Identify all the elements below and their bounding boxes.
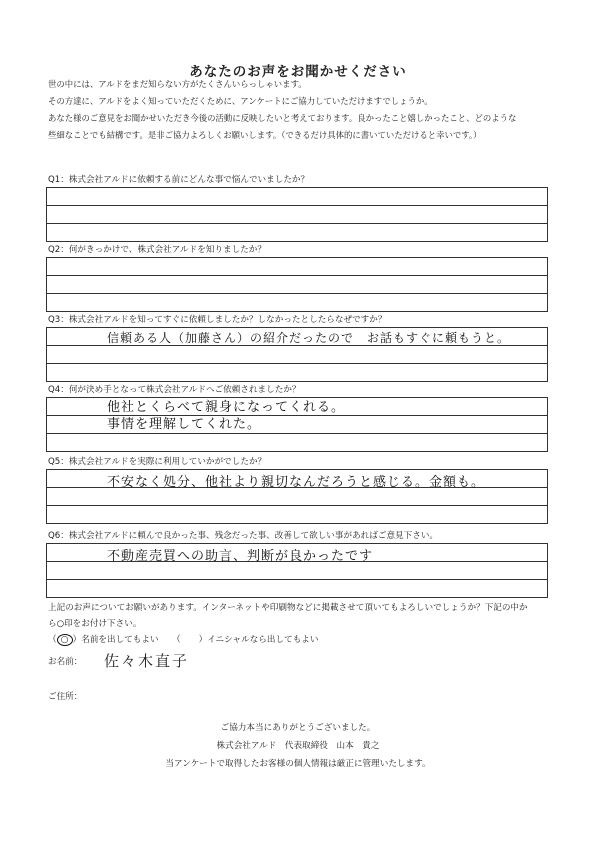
question-6-answer-box[interactable] <box>46 543 548 598</box>
question-6-answer: 不動産売買への助言、判断が良かったです <box>107 549 374 564</box>
question-4-answer: 他社とくらべて親身になってくれる。 事情を理解してくれた。 <box>107 400 346 432</box>
option-initial-checkbox[interactable]: （ ） <box>172 635 208 645</box>
option-name-checkbox[interactable]: （ ○ ） <box>48 635 82 645</box>
question-3-label: Q3：株式会社アルドを知ってすぐに依頼しましたか？しなかったとしたらなぜですか？ <box>48 315 387 325</box>
question-5-answer: 不安なく処分、他社より親切なんだろうと感じる。金額も。 <box>107 475 486 490</box>
footer-privacy: 当アンケートで取得したお客様の個人情報は厳正に管理いたします。 <box>165 759 431 769</box>
option-name-label: 名前を出してもよい <box>81 635 159 645</box>
page-title: あなたのお声をお聞かせください <box>189 64 407 80</box>
question-2-label: Q2：何がきっかけで、株式会社アルドを知りましたか？ <box>48 245 266 255</box>
intro-line: あなた様のご意見をお聞かせいただき今後の活動に反映したいと考えております。良かったこと嬉しかったこと、どのような <box>48 113 517 123</box>
question-4-label: Q4：何が決め手となって株式会社アルドへご依頼されましたか？ <box>48 385 301 395</box>
consent-options <box>48 633 318 646</box>
question-2-answer-box[interactable] <box>46 257 548 312</box>
address-label: ご住所： <box>48 692 83 702</box>
name-label: お名前： <box>48 657 83 667</box>
question-4-answer-box[interactable] <box>46 397 548 452</box>
intro-line: その方達に、アルドをよく知っていただくために、アンケートにご協力していただけますでしょうか。 <box>48 96 433 106</box>
footer-thanks: ご協力本当にありがとうございました。 <box>220 723 376 733</box>
consent-text-line-2: ら○印をお付け下さい。 <box>48 619 142 629</box>
intro-text <box>48 76 568 144</box>
circle-mark-icon: ○ <box>57 634 73 646</box>
intro-line: 些細なことでも結構です。是非ご協力よろしくお願いします。（できるだけ具体的に書いていただけると幸いです。） <box>48 130 482 140</box>
intro-line: 世の中には、アルドをまだ知らない方がたくさんいらっしゃいます。 <box>48 79 307 89</box>
question-5-answer-box[interactable] <box>46 469 548 524</box>
consent-text-line-1: 上記のお声についてお願いがあります。インターネットや印刷物などに掲載させて頂いてもよろしいでしょうか？下記の中か <box>48 603 528 613</box>
question-1-answer-box[interactable] <box>46 187 548 242</box>
question-1-label: Q1：株式会社アルドに依頼する前にどんな事で悩んでいましたか？ <box>48 175 310 185</box>
question-3-answer: 信頼ある人（加藤さん）の紹介だったので お話もすぐに頼もうと。 <box>107 331 511 345</box>
option-initial-label: イニシャルなら出してもよい <box>207 635 319 645</box>
question-6-label: Q6：株式会社アルドに頼んで良かった事、残念だった事、改善して欲しい事があればご意見下さい。 <box>48 531 439 541</box>
footer-company: 株式会社アルド 代表取締役 山本 貴之 <box>216 741 380 751</box>
name-value[interactable]: 佐々木直子 <box>104 652 190 670</box>
question-5-label: Q5：株式会社アルドを実際に利用していかがでしたか？ <box>48 457 267 467</box>
question-3-answer-box[interactable] <box>46 327 548 382</box>
